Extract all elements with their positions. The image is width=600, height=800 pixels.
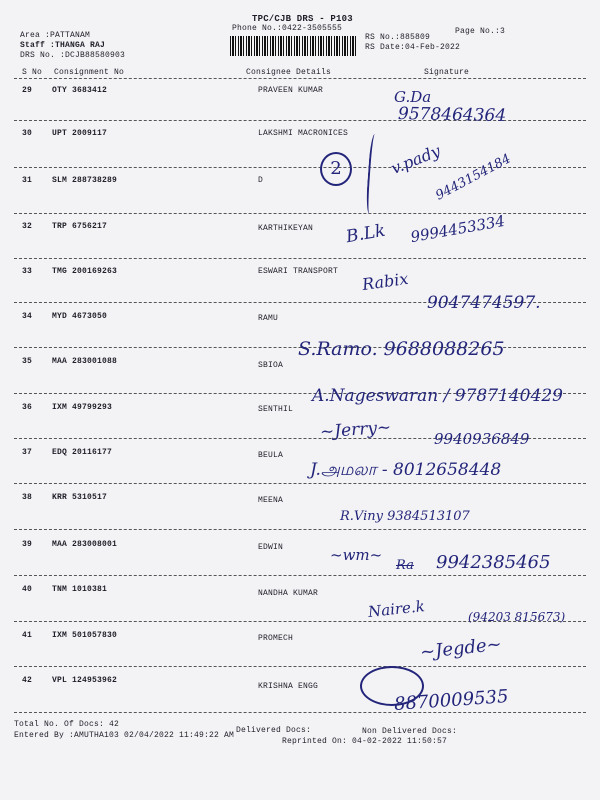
entered-by: Entered By :AMUTHA103 02/04/2022 11:49:22 AM — [14, 731, 235, 740]
row-sno: 41 — [22, 631, 33, 640]
row-consignment: TMG 200169263 — [52, 267, 118, 276]
row-consignment: OTY 3683412 — [52, 86, 108, 95]
row-sno: 32 — [22, 222, 33, 231]
handwritten-signature: G.Da — [394, 88, 432, 106]
row-consignment: TRP 6756217 — [52, 222, 108, 231]
document-title: TPC/CJB DRS - P103 — [252, 14, 353, 24]
col-signature: Signature — [424, 68, 470, 77]
row-consignee: SBIOA — [258, 361, 284, 370]
handwritten-signature: ~Jegde~ — [419, 633, 503, 664]
row-divider — [14, 483, 586, 484]
handwritten-signature: ~wm~ — [330, 546, 383, 564]
row-sno: 31 — [22, 176, 33, 185]
col-consignee: Consignee Details — [246, 68, 332, 77]
handwritten-bracket — [365, 134, 381, 215]
reprinted-on: Reprinted On: 04-02-2022 11:50:57 — [282, 737, 448, 746]
row-consignment: UPT 2009117 — [52, 129, 108, 138]
row-consignment: KRR 5310517 — [52, 493, 108, 502]
staff-label: Staff :THANGA RAJ — [20, 41, 106, 50]
row-sno: 42 — [22, 676, 33, 685]
handwritten-signature: v.pady — [388, 141, 443, 178]
col-consignment: Consignment No — [54, 68, 125, 77]
row-consignee: KRISHNA ENGG — [258, 682, 319, 691]
row-consignment: MYD 4673050 — [52, 312, 108, 321]
row-divider — [14, 529, 586, 530]
row-consignment: TNM 1010381 — [52, 585, 108, 594]
handwritten-phone: 9443154184 — [433, 151, 514, 204]
row-consignee: PRAVEEN KUMAR — [258, 86, 324, 95]
row-sno: 36 — [22, 403, 33, 412]
row-consignee: LAKSHMI MACRONICES — [258, 129, 349, 138]
page-number: Page No.:3 — [455, 27, 506, 36]
row-consignee: PROMECH — [258, 634, 294, 643]
row-divider — [14, 575, 586, 576]
row-sno: 33 — [22, 267, 33, 276]
row-sno: 39 — [22, 540, 33, 549]
handwritten-line: A.Nageswaran / 9787140429 — [312, 386, 563, 406]
rs-number: RS No.:885809 — [365, 33, 431, 42]
handwritten-phone: 9994453334 — [409, 211, 507, 247]
row-consignee: NANDHA KUMAR — [258, 589, 319, 598]
row-consignee: KARTHIKEYAN — [258, 224, 314, 233]
handwritten-phone: (94203 815673) — [468, 610, 566, 624]
row-consignee: RAMU — [258, 314, 279, 323]
row-consignment: EDQ 20116177 — [52, 448, 113, 457]
total-docs: Total No. Of Docs: 42 — [14, 720, 120, 729]
row-sno: 40 — [22, 585, 33, 594]
row-consignee: MEENA — [258, 496, 284, 505]
row-consignment: VPL 124953962 — [52, 676, 118, 685]
handwritten-line: J.அமலா - 8012658448 — [310, 460, 502, 480]
handwritten-signature: ~Jerry~ — [319, 417, 392, 443]
header-rule — [14, 78, 586, 79]
handwritten-phone: 9578464364 — [397, 104, 507, 126]
row-sno: 37 — [22, 448, 33, 457]
handwritten-circled-number: 2 — [320, 152, 352, 186]
row-sno: 38 — [22, 493, 33, 502]
row-consignee: SENTHIL — [258, 405, 294, 414]
handwritten-struck: Ra — [396, 558, 414, 573]
barcode-image — [230, 36, 358, 56]
phone-number: Phone No.:0422-3505555 — [232, 24, 343, 33]
handwritten-signature: Naire.k — [367, 597, 426, 621]
handwritten-phone: 9940936849 — [434, 430, 530, 448]
row-consignee: D — [258, 176, 264, 185]
row-consignment: IXM 49799293 — [52, 403, 113, 412]
col-sno: S No — [22, 68, 43, 77]
handwritten-signature: Rabix — [360, 268, 410, 295]
area-label: Area :PATTANAM — [20, 31, 91, 40]
row-consignment: IXM 501057830 — [52, 631, 118, 640]
row-sno: 34 — [22, 312, 33, 321]
handwritten-phone: 9942385465 — [436, 552, 551, 573]
table-end-rule — [14, 712, 586, 713]
non-delivered-docs: Non Delivered Docs: — [362, 727, 458, 736]
row-consignee: EDWIN — [258, 543, 284, 552]
row-consignee: BEULA — [258, 451, 284, 460]
handwritten-line: S.Ramo. 9688088265 — [298, 338, 505, 360]
row-consignee: ESWARI TRANSPORT — [258, 267, 339, 276]
row-sno: 30 — [22, 129, 33, 138]
row-consignment: MAA 283001088 — [52, 357, 118, 366]
delivered-docs: Delivered Docs: — [236, 726, 312, 735]
handwritten-phone: 9047474597. — [427, 293, 541, 313]
handwritten-line: R.Viny 9384513107 — [340, 509, 470, 524]
row-consignment: SLM 288738289 — [52, 176, 118, 185]
row-sno: 35 — [22, 357, 33, 366]
row-consignment: MAA 283008001 — [52, 540, 118, 549]
row-divider — [14, 666, 586, 667]
row-sno: 29 — [22, 86, 33, 95]
row-divider — [14, 258, 586, 259]
drs-number: DRS No. :DCJB88580903 — [20, 51, 126, 60]
handwritten-signature: B.Lk — [344, 220, 387, 248]
rs-date: RS Date:04-Feb-2022 — [365, 43, 461, 52]
handwritten-phone: 8870009535 — [393, 686, 510, 715]
